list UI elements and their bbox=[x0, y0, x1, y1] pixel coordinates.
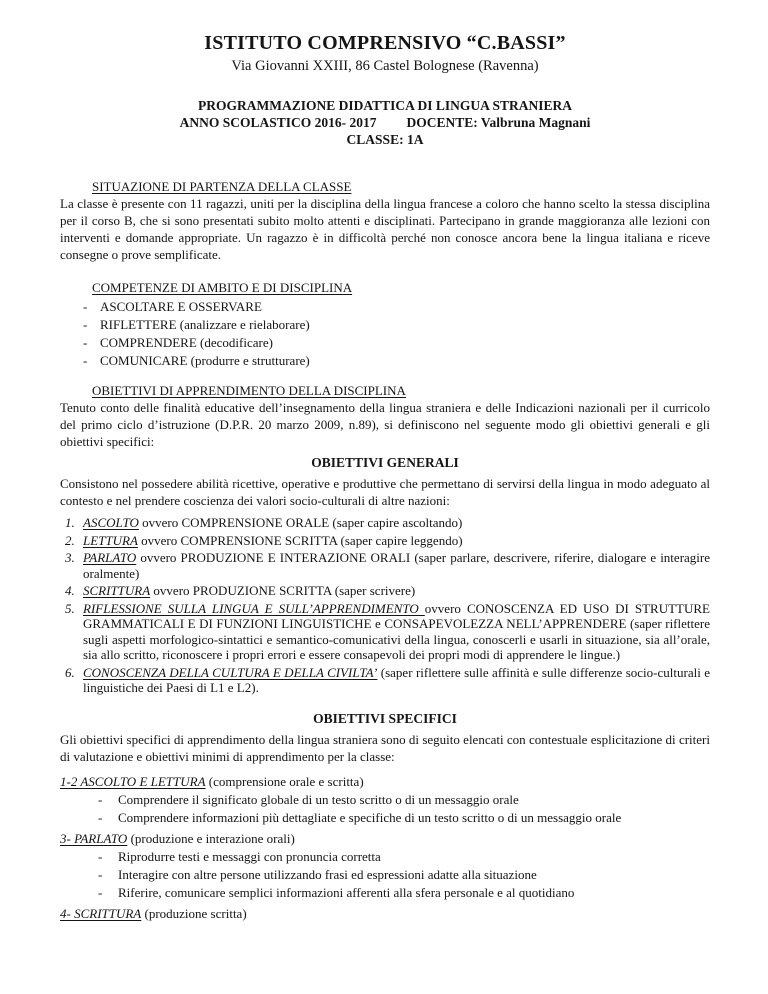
item-number: 5. bbox=[65, 600, 75, 616]
class-line: CLASSE: 1A bbox=[346, 132, 424, 147]
subsection-parlato bbox=[60, 830, 710, 847]
item-text bbox=[83, 583, 710, 599]
item-lead: LETTURA bbox=[83, 532, 138, 548]
subsection-ascolto-lettura bbox=[60, 773, 710, 790]
list-item-label: COMPRENDERE (decodificare) bbox=[100, 335, 273, 350]
numbered-item bbox=[60, 550, 710, 581]
parlato-list bbox=[98, 848, 710, 902]
item-rest: ovvero PRODUZIONE E INTERAZIONE ORALI (saper parlare, descrivere, riferire, dialogare e interagire oralmente) bbox=[83, 550, 710, 581]
item-lead: ASCOLTO bbox=[83, 515, 139, 530]
subsection-lead: 1-2 ASCOLTO E LETTURA bbox=[60, 773, 206, 789]
item-text bbox=[83, 550, 710, 581]
dash-bullet: - bbox=[98, 791, 103, 807]
situazione-paragraph: La classe è presente con 11 ragazzi, uniti per la disciplina della lingua francese a coloro che hanno scelto la stessa disciplina per il corso B, che si sono presentati subito molto attenti e disciplinati. Partecipano in grande maggioranza alle lezioni con interventi e domande appropriate. Un ragazzo è in difficoltà perché non conosce ancora bene la lingua italiana e riceve consegne o prove semplificate. bbox=[60, 196, 710, 262]
numbered-item bbox=[60, 533, 710, 549]
item-lead: CONOSCENZA DELLA CULTURA E DELLA CIVILTA’ bbox=[83, 664, 378, 680]
item-rest: ovvero CONOSCENZA ED USO DI STRUTTURE GRAMMATICALI E DI FUNZIONI LINGUISTICHE e CONSAPEVOLEZZA NELL’APPRENDERE (saper riflettere sugli aspetti morfologico-sintattici e semantico-comunicativi della lingua, conoscerli e usarli in situazione, sia all’orale, sia allo scritto, riconoscere i propri errori e essere consapevoli dei propri modi di apprendere le lingue.) bbox=[83, 600, 710, 662]
list-item-label: Riprodurre testi e messaggi con pronuncia corretta bbox=[118, 848, 381, 864]
dash-bullet: - bbox=[98, 809, 103, 825]
obiettivi-generali-list bbox=[60, 515, 710, 696]
item-text bbox=[83, 665, 710, 696]
document-title-block bbox=[60, 97, 710, 148]
item-rest: ovvero PRODUZIONE SCRITTA (saper scrivere) bbox=[150, 583, 416, 598]
teacher-name: DOCENTE: Valbruna Magnani bbox=[406, 115, 591, 130]
item-lead: PARLATO bbox=[83, 550, 137, 565]
numbered-item bbox=[60, 665, 710, 696]
heading-situazione: SITUAZIONE DI PARTENZA DELLA CLASSE bbox=[92, 179, 352, 194]
list-item-label: ASCOLTARE E OSSERVARE bbox=[100, 299, 262, 314]
heading-obiettivi-specifici: OBIETTIVI SPECIFICI bbox=[313, 710, 457, 726]
dash-bullet: - bbox=[98, 884, 103, 900]
item-text bbox=[83, 601, 710, 663]
list-item-label: Comprendere informazioni più dettagliate e specifiche di un testo scritto o di un messaggio orale bbox=[118, 809, 622, 825]
obiettivi-specifici-intro: Gli obiettivi specifici di apprendimento della lingua straniera sono di seguito elencati con contestuale esplicitazione di criteri di valutazione e obiettivi minimi di apprendimento per la classe: bbox=[60, 731, 710, 764]
item-lead: RIFLESSIONE SULLA LINGUA E SULL’APPRENDIMENTO bbox=[83, 600, 425, 616]
list-item-label: COMUNICARE (produrre e strutturare) bbox=[100, 353, 310, 368]
item-lead: SCRITTURA bbox=[83, 583, 151, 598]
dash-bullet: - bbox=[83, 335, 88, 350]
heading-obiettivi-apprendimento: OBIETTIVI DI APPRENDIMENTO DELLA DISCIPLINA bbox=[92, 383, 406, 398]
list-item-label: RIFLETTERE (analizzare e rielaborare) bbox=[100, 317, 310, 332]
heading-competenze: COMPETENZE DI AMBITO E DI DISCIPLINA bbox=[92, 280, 353, 295]
numbered-item bbox=[60, 601, 710, 663]
list-item bbox=[83, 352, 710, 370]
list-item bbox=[83, 334, 710, 352]
subsection-rest: (produzione e interazione orali) bbox=[127, 830, 295, 846]
heading-obiettivi-generali: OBIETTIVI GENERALI bbox=[311, 455, 459, 470]
program-title: PROGRAMMAZIONE DIDATTICA DI LINGUA STRANIERA bbox=[197, 98, 573, 113]
dash-bullet: - bbox=[83, 353, 88, 368]
dash-bullet: - bbox=[98, 848, 103, 864]
list-item bbox=[98, 866, 710, 884]
list-item bbox=[83, 298, 710, 316]
school-address: Via Giovanni XXIII, 86 Castel Bolognese (Ravenna) bbox=[231, 58, 539, 74]
school-name: ISTITUTO COMPRENSIVO “C.BASSI” bbox=[204, 32, 566, 54]
list-item-label: Riferire, comunicare semplici informazioni afferenti alla sfera personale e al quotidiano bbox=[118, 884, 575, 900]
list-item bbox=[83, 316, 710, 334]
list-item bbox=[98, 809, 710, 827]
obiettivi-apprendimento-paragraph: Tenuto conto delle finalità educative dell’insegnamento della lingua straniera e delle Indicazioni nazionali per il curricolo del primo ciclo d’istruzione (D.P.R. 20 marzo 2009, n.89), si definiscono nel seguente modo gli obiettivi generali e gli obiettivi specifici: bbox=[60, 400, 710, 449]
dash-bullet: - bbox=[83, 317, 88, 332]
item-number: 1. bbox=[65, 515, 75, 530]
obiettivi-generali-intro: Consistono nel possedere abilità ricettive, operative e produttive che permettano di servirsi della lingua in modo adeguato al contesto e nel prendere coscienza dei valori socio-culturali di altre nazioni: bbox=[60, 476, 710, 508]
list-item bbox=[98, 848, 710, 866]
item-text bbox=[83, 533, 710, 549]
item-text bbox=[83, 515, 710, 531]
dash-bullet: - bbox=[83, 299, 88, 314]
subsection-scrittura bbox=[60, 905, 710, 922]
competenze-list bbox=[83, 298, 710, 370]
year-teacher-line bbox=[60, 114, 710, 131]
numbered-item bbox=[60, 583, 710, 599]
list-item bbox=[98, 791, 710, 809]
list-item bbox=[98, 884, 710, 902]
school-year: ANNO SCOLASTICO 2016- 2017 bbox=[179, 115, 377, 130]
item-number: 3. bbox=[65, 550, 75, 565]
item-rest: ovvero COMPRENSIONE ORALE (saper capire ascoltando) bbox=[138, 515, 463, 530]
list-item-label: Comprendere il significato globale di un testo scritto o di un messaggio orale bbox=[118, 791, 519, 807]
item-rest: (saper riflettere sulle affinità e sulle differenze socio-culturali e linguistiche dei Paesi di L1 e L2). bbox=[83, 664, 710, 695]
list-item-label: Interagire con altre persone utilizzando frasi ed espressioni adatte alla situazione bbox=[118, 866, 537, 882]
numbered-item bbox=[60, 515, 710, 531]
subsection-rest: (comprensione orale e scritta) bbox=[205, 773, 364, 789]
dash-bullet: - bbox=[98, 866, 103, 882]
item-number: 4. bbox=[65, 583, 75, 598]
item-number: 2. bbox=[65, 532, 75, 548]
subsection-lead: 3- PARLATO bbox=[60, 830, 128, 846]
item-number: 6. bbox=[65, 664, 75, 680]
subsection-lead: 4- SCRITTURA bbox=[60, 905, 142, 921]
ascolto-lettura-list bbox=[98, 791, 710, 827]
subsection-rest: (produzione scritta) bbox=[141, 905, 247, 921]
item-rest: ovvero COMPRENSIONE SCRITTA (saper capire leggendo) bbox=[137, 532, 463, 548]
